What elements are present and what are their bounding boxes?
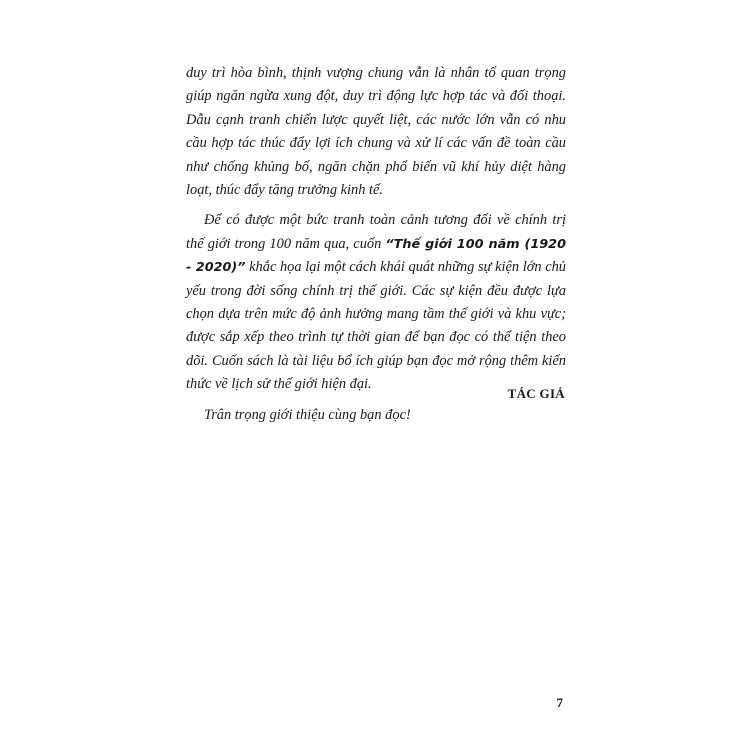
paragraph-closing: Trân trọng giới thiệu cùng bạn đọc! (204, 406, 411, 423)
author-signature: TÁC GIẢ (507, 386, 565, 401)
paragraph-text-before-title: Để có được một bức tranh toàn cảnh tương đối về chính trị thế giới trong 100 năm qua, cuốn (186, 212, 566, 252)
paragraph-book-intro (186, 209, 566, 396)
page-number: 7 (556, 695, 563, 710)
book-title: “Thế giới 100 năm (1920 - 2020)” (186, 236, 566, 276)
body-text (186, 62, 566, 434)
paragraph-continuation: duy trì hòa bình, thịnh vượng chung vẫn là nhân tố quan trọng giúp ngăn ngừa xung đột, duy trì động lực hợp tác và đối thoại. Dẫu cạnh tranh chiến lược quyết liệt, các nước lớn vẫn có nhu cầu hợp tác thúc đẩy lợi ích chung và xử lí các vấn đề toàn cầu như chống khủng bố, ngăn chặn phổ biến vũ khí hủy diệt hàng loạt, thúc đẩy tăng trưởng kinh tế. (186, 65, 566, 199)
paragraph-text-after-title: khắc họa lại một cách khái quát những sự kiện lớn chủ yếu trong đời sống chính trị thế giới. Các sự kiện đều được lựa chọn dựa trên mức độ ảnh hưởng mang tầm thế giới và khu vực; được sắp xếp theo trình tự thời gian để bạn đọc có thể tiện theo dõi. Cuốn sách là tài liệu bổ ích giúp bạn đọc mở rộng thêm kiến thức về lịch sử thế giới hiện đại. (186, 259, 566, 393)
